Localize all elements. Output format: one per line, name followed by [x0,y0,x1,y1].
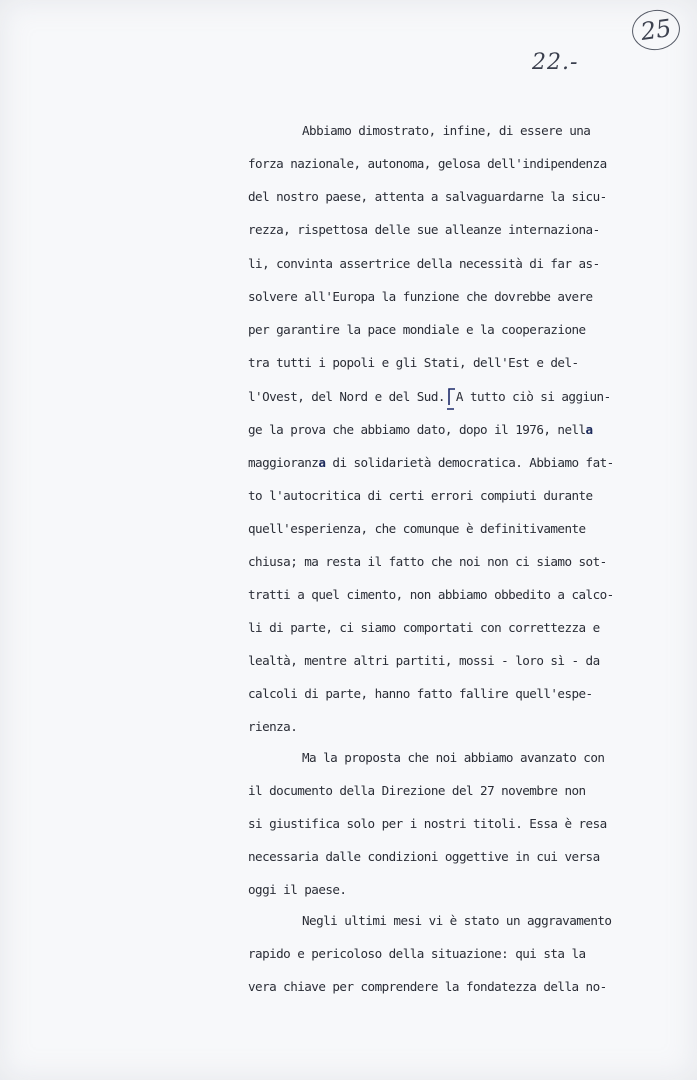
text-segment: maggioranz [248,455,319,470]
handwritten-correction: a [318,455,326,470]
text-segment: di solidarietà democratica. Abbiamo fat- [325,455,614,470]
text-line: to l'autocritica di certi errori compiuti durante [248,488,593,503]
text-line: rienza. [248,719,298,734]
text-line: solvere all'Europa la funzione che dovrebbe avere [248,289,593,304]
text-line: del nostro paese, attenta a salvaguardarne la sicu- [248,189,607,204]
text-line: il documento della Direzione del 27 novembre non [248,783,586,798]
text-line: Abbiamo dimostrato, infine, di essere una [302,123,591,138]
text-segment: A tutto ciò si aggiun- [455,389,611,404]
text-line: necessaria dalle condizioni oggettive in cui versa [248,849,600,864]
handwritten-page-number: 22.- [532,50,579,75]
text-line: calcoli di parte, hanno fatto fallire quell'espe- [248,686,593,701]
text-line: rezza, rispettosa delle sue alleanze internaziona- [248,222,600,237]
handwritten-correction: a [585,422,593,437]
text-segment: ge la prova che abbiamo dato, dopo il 1976, nell [248,422,586,437]
text-line: Ma la proposta che noi abbiamo avanzato con [302,750,605,765]
text-line: si giustifica solo per i nostri titoli. Essa è resa [248,816,607,831]
text-line: oggi il paese. [248,882,347,897]
text-line: vera chiave per comprendere la fondatezza della no- [248,979,607,994]
text-line: chiusa; ma resta il fatto che noi non ci siamo sot- [248,554,607,569]
text-line: rapido e pericoloso della situazione: qui sta la [248,946,586,961]
text-line: li, convinta assertrice della necessità di far as- [248,256,600,271]
text-line [248,455,614,470]
text-segment: l'Ovest, del Nord e del Sud. [248,389,445,404]
text-line: tratti a quel cimento, non abbiamo obbedito a calco- [248,587,614,602]
handwritten-bracket-mark [446,388,454,406]
text-line [248,422,593,437]
text-line: Negli ultimi mesi vi è stato un aggravamento [302,913,612,928]
text-line: lealtà, mentre altri partiti, mossi - loro sì - da [248,653,600,668]
text-line [248,388,611,406]
text-line: quell'esperienza, che comunque è definitivamente [248,521,586,536]
text-line: li di parte, ci siamo comportati con correttezza e [248,620,600,635]
archive-number-stamp: 25 [629,7,682,53]
text-line: per garantire la pace mondiale e la cooperazione [248,322,586,337]
text-line: forza nazionale, autonoma, gelosa dell'indipendenza [248,156,607,171]
text-line: tra tutti i popoli e gli Stati, dell'Est e del- [248,355,579,370]
